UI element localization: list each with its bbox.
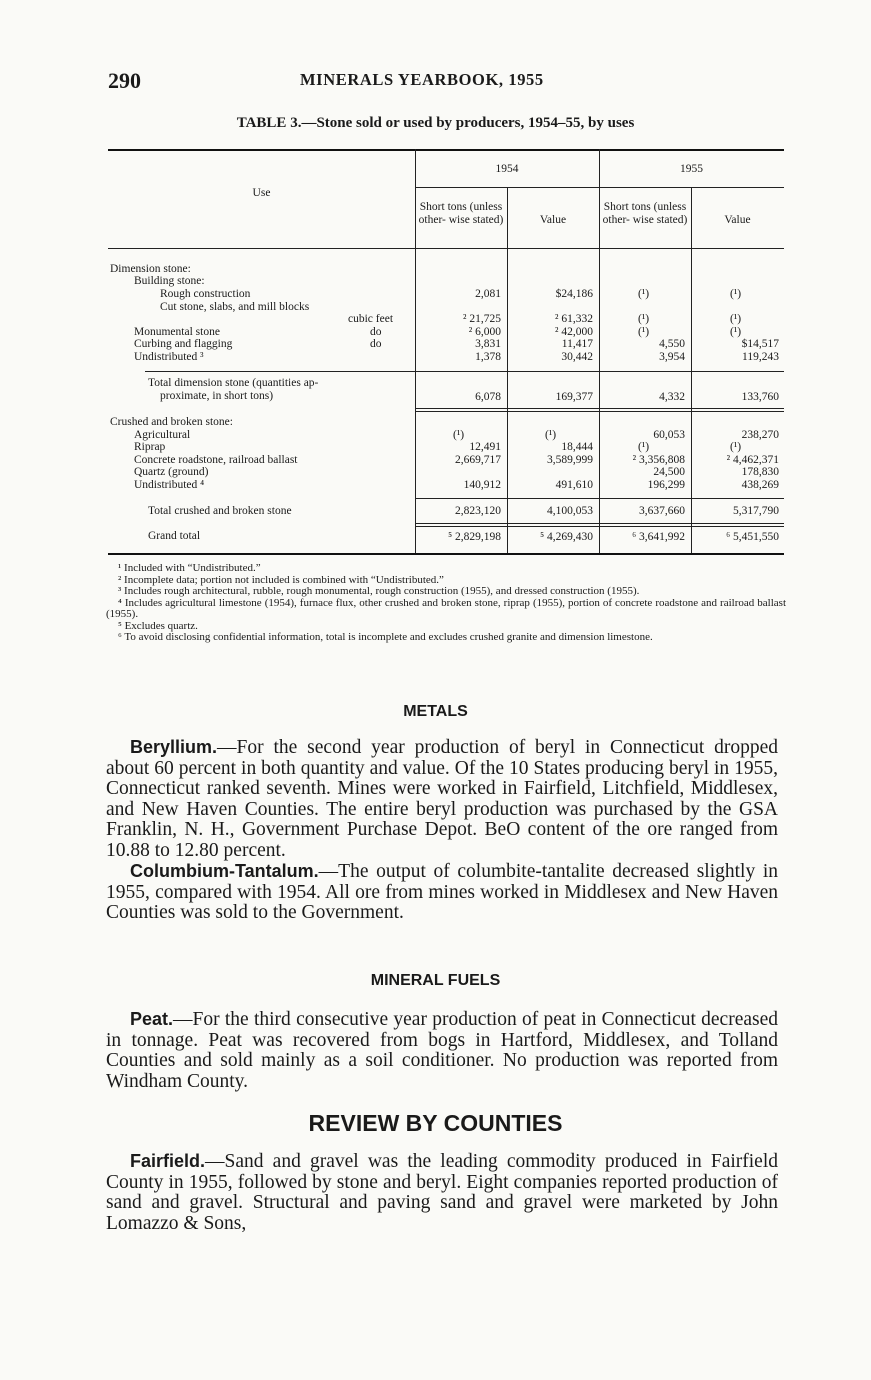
- table-footnotes: [106, 563, 786, 644]
- cell: ² 6,000: [468, 326, 501, 338]
- cell: ⁶ 5,451,550: [726, 531, 779, 543]
- tons-1955-header: Short tons (unless other- wise stated): [602, 201, 688, 226]
- peat-body: —For the third consecutive year production of peat in Connecticut decreased in tonnage. Peat was recovered from bogs in Hartford, Middlesex, and Tolland Counties and sold mainly as a soil conditioner. No production was reported from Windham County.: [106, 1009, 778, 1092]
- cell: 12,491: [469, 441, 501, 453]
- cell: 3,831: [475, 338, 501, 350]
- columbium-head: Columbium-Tantalum.: [130, 861, 319, 881]
- row-label: Rough construction: [160, 288, 251, 300]
- value-1955-header: Value: [724, 214, 751, 226]
- cell: 238,270: [741, 429, 779, 441]
- row-label: Dimension stone:: [110, 263, 191, 275]
- cell: 4,550: [659, 338, 685, 350]
- cell: 3,954: [659, 351, 685, 363]
- cell: (¹): [730, 288, 742, 300]
- row-label: Total dimension stone (quantities ap-: [148, 377, 319, 389]
- cell: $24,186: [555, 288, 593, 300]
- cell: 3,589,999: [547, 454, 593, 466]
- beryllium-body: —For the second year production of beryl in Connecticut dropped about 60 percent in both quantity and value. Of the 10 States producing beryl in 1955, Connecticut ranked seventh. Mines were worked in Fairfield, Litchfield, Middlesex, and New Haven Counties. The entire beryl production was purchased by the GSA Franklin, N. H., Government Purchase Depot. BeO content of the ore ranged from 10.88 to 12.80 percent.: [106, 737, 778, 861]
- stone-table: [108, 149, 784, 555]
- fuels-text: [106, 1009, 778, 1092]
- cell: 438,269: [741, 479, 779, 491]
- cell: 133,760: [741, 391, 779, 403]
- fairfield-body: —Sand and gravel was the leading commodity produced in Fairfield County in 1955, followed by stone and beryl. Eight companies reported production of sand and gravel. Structural and paving sand and gravel were marketed by John Lomazzo & Sons,: [106, 1151, 778, 1234]
- cell: 24,500: [653, 466, 685, 478]
- row-label: Monumental stone: [134, 326, 220, 338]
- table-top-rule: [108, 149, 784, 151]
- row-label: Grand total: [148, 530, 201, 542]
- cell: 18,444: [561, 441, 593, 453]
- row-label: Undistributed ³: [134, 351, 204, 363]
- cell: (¹): [730, 441, 742, 453]
- cell: ² 21,725: [463, 313, 501, 325]
- cell: 178,830: [741, 466, 779, 478]
- row-label: cubic feet: [348, 313, 394, 325]
- row-label: Riprap: [134, 441, 166, 453]
- value-1954-header: Value: [539, 214, 567, 226]
- cell: 4,332: [659, 391, 685, 403]
- header-bottom-rule: [108, 248, 784, 249]
- footnote: ³ Includes rough architectural, rubble, rough monumental, rough construction (1955), and dressed construction (1955).: [118, 585, 640, 597]
- row-label: Total crushed and broken stone: [148, 505, 292, 517]
- cell: (¹): [638, 326, 650, 338]
- cell: 4,100,053: [547, 505, 593, 517]
- review-heading: REVIEW BY COUNTIES: [308, 1110, 563, 1136]
- beryllium-head: Beryllium.: [130, 737, 218, 757]
- cell: ² 4,462,371: [726, 454, 779, 466]
- cell: (¹): [730, 326, 742, 338]
- cell: ² 3,356,808: [632, 454, 685, 466]
- col-divider-4: [691, 187, 692, 553]
- row-label: Concrete roadstone, railroad ballast: [134, 454, 298, 466]
- footnote: ¹ Included with “Undistributed.”: [118, 562, 261, 574]
- footnote: ⁴ Includes agricultural limestone (1954), furnace flux, other crushed and broken stone, riprap (1955), portion of concrete roadstone and railroad ballast (1955).: [106, 596, 786, 620]
- cell: ⁶ 3,641,992: [632, 531, 685, 543]
- cell: (¹): [638, 288, 650, 300]
- cell: 140,912: [463, 479, 501, 491]
- row-ditto: do: [370, 338, 382, 350]
- row-label: proximate, in short tons): [160, 390, 274, 402]
- footnote: ² Incomplete data; portion not included is combined with “Undistributed.”: [118, 573, 444, 586]
- cell: 30,442: [561, 351, 593, 363]
- footnote: ⁵ Excludes quartz.: [118, 619, 198, 632]
- row-label: Agricultural: [134, 429, 191, 441]
- cell: 1,378: [475, 351, 501, 363]
- cell: 6,078: [475, 391, 501, 403]
- table-bottom-rule: [108, 553, 784, 555]
- cell: ⁵ 2,829,198: [448, 531, 501, 543]
- cell: 2,669,717: [455, 454, 501, 466]
- beryllium-paragraph: [106, 737, 778, 861]
- row-label: Curbing and flagging: [134, 338, 233, 350]
- cell: 491,610: [555, 479, 593, 491]
- cell: (¹): [638, 313, 650, 325]
- row-label: Undistributed ⁴: [134, 479, 205, 491]
- row-label: Cut stone, slabs, and mill blocks: [160, 301, 310, 313]
- cell: ² 61,332: [555, 313, 593, 325]
- row-label: Building stone:: [134, 275, 205, 287]
- cell: ² 42,000: [555, 326, 593, 338]
- review-text: [106, 1151, 778, 1234]
- footnote: ⁶ To avoid disclosing confidential information, total is incomplete and excludes crushed granite and dimension limestone.: [118, 631, 653, 643]
- cell: (¹): [545, 429, 557, 441]
- table-title: TABLE 3.—Stone sold or used by producers, 1954–55, by uses: [236, 115, 635, 131]
- cell: $14,517: [741, 338, 779, 350]
- year-1955-header: 1955: [680, 163, 703, 175]
- cell: 60,053: [653, 429, 685, 441]
- columbium-paragraph: [106, 861, 778, 924]
- cell: 169,377: [555, 391, 593, 403]
- cell: 196,299: [647, 479, 685, 491]
- metals-heading: METALS: [403, 703, 468, 720]
- cell: (¹): [730, 313, 742, 325]
- col-use-header: Use: [252, 187, 271, 199]
- cell: (¹): [638, 441, 650, 453]
- tons-1954-header: Short tons (unless other- wise stated): [418, 201, 504, 226]
- mineral-fuels-heading: MINERAL FUELS: [370, 972, 501, 989]
- page-number: 290: [108, 68, 141, 93]
- year-1954-header: 1954: [495, 163, 519, 175]
- peat-paragraph: [106, 1009, 778, 1092]
- row-label: Quartz (ground): [134, 466, 209, 478]
- cell: 11,417: [561, 338, 593, 350]
- fairfield-paragraph: [106, 1151, 778, 1234]
- running-head: MINERALS YEARBOOK, 1955: [300, 70, 544, 89]
- cell: 5,317,790: [733, 505, 779, 517]
- cell: 3,637,660: [639, 505, 685, 517]
- cell: 2,081: [475, 288, 501, 300]
- cell: 119,243: [742, 351, 779, 363]
- cell: (¹): [453, 429, 465, 441]
- subtotal-rule-1: [145, 371, 415, 372]
- peat-head: Peat.: [130, 1009, 174, 1029]
- cell: 2,823,120: [455, 505, 501, 517]
- row-ditto: do: [370, 326, 382, 338]
- columbium-body: —The output of columbite-tantalite decreased slightly in 1955, compared with 1954. All ore from mines worked in Middlesex and New Haven Counties was sold to the Government.: [106, 861, 778, 923]
- metals-text: [106, 737, 778, 924]
- cell: ⁵ 4,269,430: [540, 531, 593, 543]
- fairfield-head: Fairfield.: [130, 1151, 206, 1171]
- col-divider-2: [507, 187, 508, 553]
- row-label: Crushed and broken stone:: [110, 416, 233, 428]
